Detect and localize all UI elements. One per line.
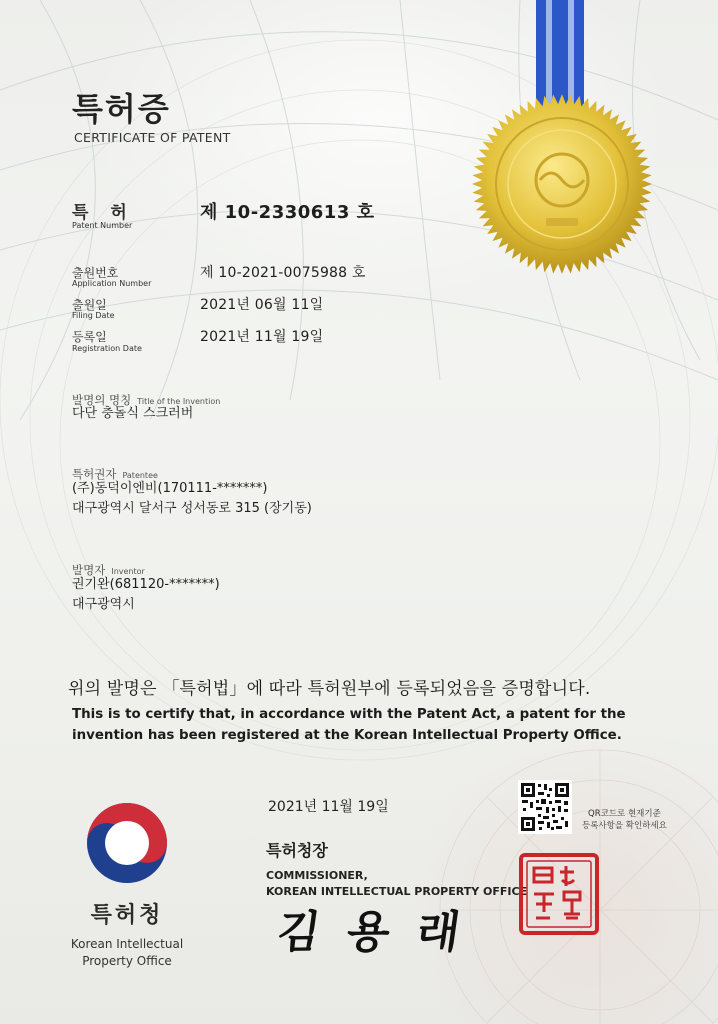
gold-seal-icon [470,92,654,276]
filing-date-label-en: Filing Date [72,311,115,320]
official-stamp-icon [518,852,600,936]
registration-date-label-en: Registration Date [72,344,142,353]
commissioner-signature: 김 용 래 [273,907,470,958]
registration-date-value: 2021년 11월 19일 [200,329,324,345]
qr-code-note [582,808,667,832]
filing-date-label: 출원일 [72,298,107,312]
invention-title-value: 다단 충돌식 스크러버 [72,406,194,421]
inventor-address: 대구광역시 [72,597,135,612]
commissioner-title-en-line1: COMMISSIONER, [266,869,368,882]
inventor-label-en: Inventor [111,567,145,576]
patentee-label-en: Patentee [122,471,158,480]
patent-number-label-en: Patent Number [72,221,133,230]
patentee-address: 대구광역시 달서구 성서동로 315 (장기동) [72,501,312,516]
certificate-subtitle: CERTIFICATE OF PATENT [74,130,231,145]
patent-number-label: 특 허 [72,203,135,223]
patentee-label: 특허권자 [72,467,117,481]
certification-statement-ko: 위의 발명은 「특허법」에 따라 특허원부에 등록되었음을 증명합니다. [68,679,591,699]
invention-title-label-en: Title of the Invention [137,397,221,406]
office-name-en: Korean Intellectual Property Office [70,937,184,968]
commissioner-title-en-line2: KOREAN INTELLECTUAL PROPERTY OFFICE [266,885,528,898]
kipo-logo-icon [84,800,170,886]
issue-date: 2021년 11월 19일 [268,799,389,815]
certification-statement-en: This is to certify that, in accordance with the Patent Act, a patent for the invention has been registered at the Korean Intellectual Property Office. [72,707,626,743]
certificate-title: 특허증 [72,90,171,128]
inventor-label: 발명자 [72,563,106,577]
invention-title-label: 발명의 명칭 [72,393,132,407]
commissioner-title: 특허청장 [266,841,328,860]
filing-date-value: 2021년 06월 11일 [200,297,324,313]
patent-number-value: 제 10-2330613 호 [200,202,375,223]
qr-code-icon[interactable] [518,780,572,834]
office-name-ko: 특허청 [90,903,164,928]
qr-code-note-line1: QR코드로 현재기준 [588,809,661,819]
registration-date-label: 등록일 [72,330,107,344]
patentee-name: (주)동덕이엔비(170111-*******) [72,481,268,496]
application-number-label: 출원번호 [72,266,119,280]
application-number-value: 제 10-2021-0075988 호 [200,265,366,281]
qr-code-note-line2: 등록사항을 확인하세요 [582,821,667,831]
inventor-name: 권기완(681120-*******) [72,577,220,592]
application-number-label-en: Application Number [72,279,152,288]
